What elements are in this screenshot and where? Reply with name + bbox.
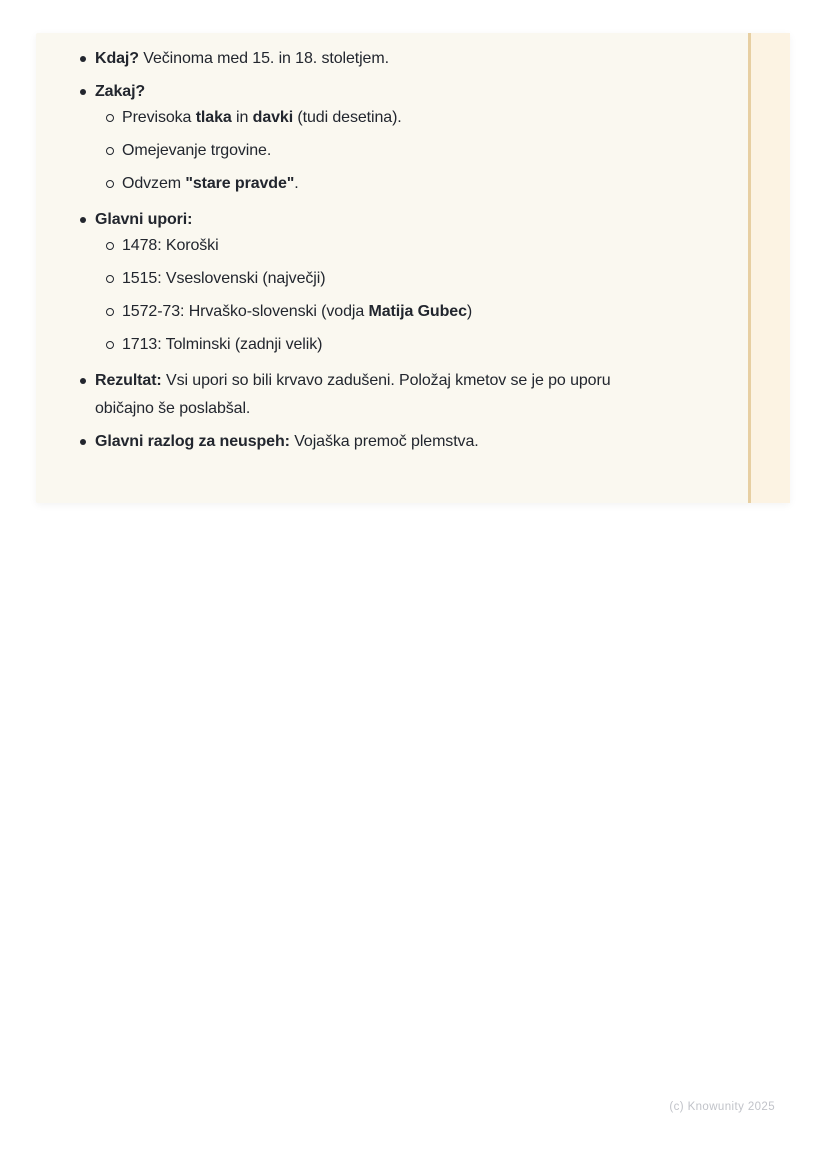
list-item: [36, 232, 676, 260]
text-segment: Previsoka: [122, 109, 196, 126]
text-segment: Omejevanje trgovine.: [122, 142, 272, 159]
text-segment: 1572-73: Hrvaško-slovenski (vodja: [122, 303, 369, 320]
bold-text-segment: Kdaj?: [95, 50, 139, 67]
notes-card: [36, 33, 790, 503]
bold-text-segment: "stare pravde": [185, 175, 295, 192]
bold-text-segment: Rezultat:: [95, 372, 162, 389]
list-item: [36, 331, 676, 359]
disc-bullet-icon: [80, 89, 86, 95]
notes-list: [36, 33, 790, 456]
bold-text-segment: Matija Gubec: [368, 303, 467, 320]
list-item: [36, 45, 636, 73]
bold-text-segment: Glavni upori:: [95, 211, 193, 228]
circle-bullet-icon: [106, 242, 114, 250]
text-segment: 1515: Vseslovenski (največji): [122, 270, 326, 287]
list-item-text: [95, 50, 389, 67]
list-item-text: [122, 303, 472, 320]
text-segment: Vsi upori so bili krvavo zadušeni. Položaj kmetov se je po uporu običajno še poslabšal.: [95, 372, 611, 417]
list-item-text: [122, 237, 219, 254]
text-segment: in: [231, 109, 253, 126]
bold-text-segment: davki: [252, 109, 294, 126]
list-item-text: [122, 336, 322, 353]
circle-bullet-icon: [106, 341, 114, 349]
circle-bullet-icon: [106, 114, 114, 122]
list-item: [36, 367, 636, 423]
circle-bullet-icon: [106, 275, 114, 283]
disc-bullet-icon: [80, 439, 86, 445]
circle-bullet-icon: [106, 147, 114, 155]
list-item-text: [95, 211, 192, 228]
bold-text-segment: Zakaj?: [95, 83, 146, 100]
list-item: [36, 78, 636, 106]
text-segment: ): [466, 303, 473, 320]
list-item-text: [122, 175, 299, 192]
disc-bullet-icon: [80, 217, 86, 223]
list-item-text: [95, 372, 611, 417]
list-item-text: [122, 142, 271, 159]
list-item: [36, 298, 676, 326]
list-item-text: [95, 433, 479, 450]
list-item: [36, 265, 676, 293]
list-item: [36, 428, 636, 456]
bold-text-segment: tlaka: [195, 109, 232, 126]
disc-bullet-icon: [80, 56, 86, 62]
text-segment: .: [294, 175, 299, 192]
text-segment: (tudi desetina).: [293, 109, 402, 126]
copyright-text: (c) Knowunity 2025: [669, 1101, 775, 1113]
list-item-text: [122, 109, 402, 126]
text-segment: 1478: Koroški: [122, 237, 219, 254]
bold-text-segment: Glavni razlog za neuspeh:: [95, 433, 290, 450]
list-item: [36, 104, 676, 132]
text-segment: Večinoma med 15. in 18. stoletjem.: [138, 50, 389, 67]
list-item-text: [95, 83, 145, 100]
disc-bullet-icon: [80, 378, 86, 384]
list-item: [36, 170, 676, 198]
text-segment: 1713: Tolminski (zadnji velik): [122, 336, 323, 353]
list-item-text: [122, 270, 325, 287]
text-segment: Odvzem: [122, 175, 186, 192]
list-item: [36, 137, 676, 165]
circle-bullet-icon: [106, 308, 114, 316]
text-segment: Vojaška premoč plemstva.: [289, 433, 479, 450]
list-item: [36, 206, 636, 234]
circle-bullet-icon: [106, 180, 114, 188]
